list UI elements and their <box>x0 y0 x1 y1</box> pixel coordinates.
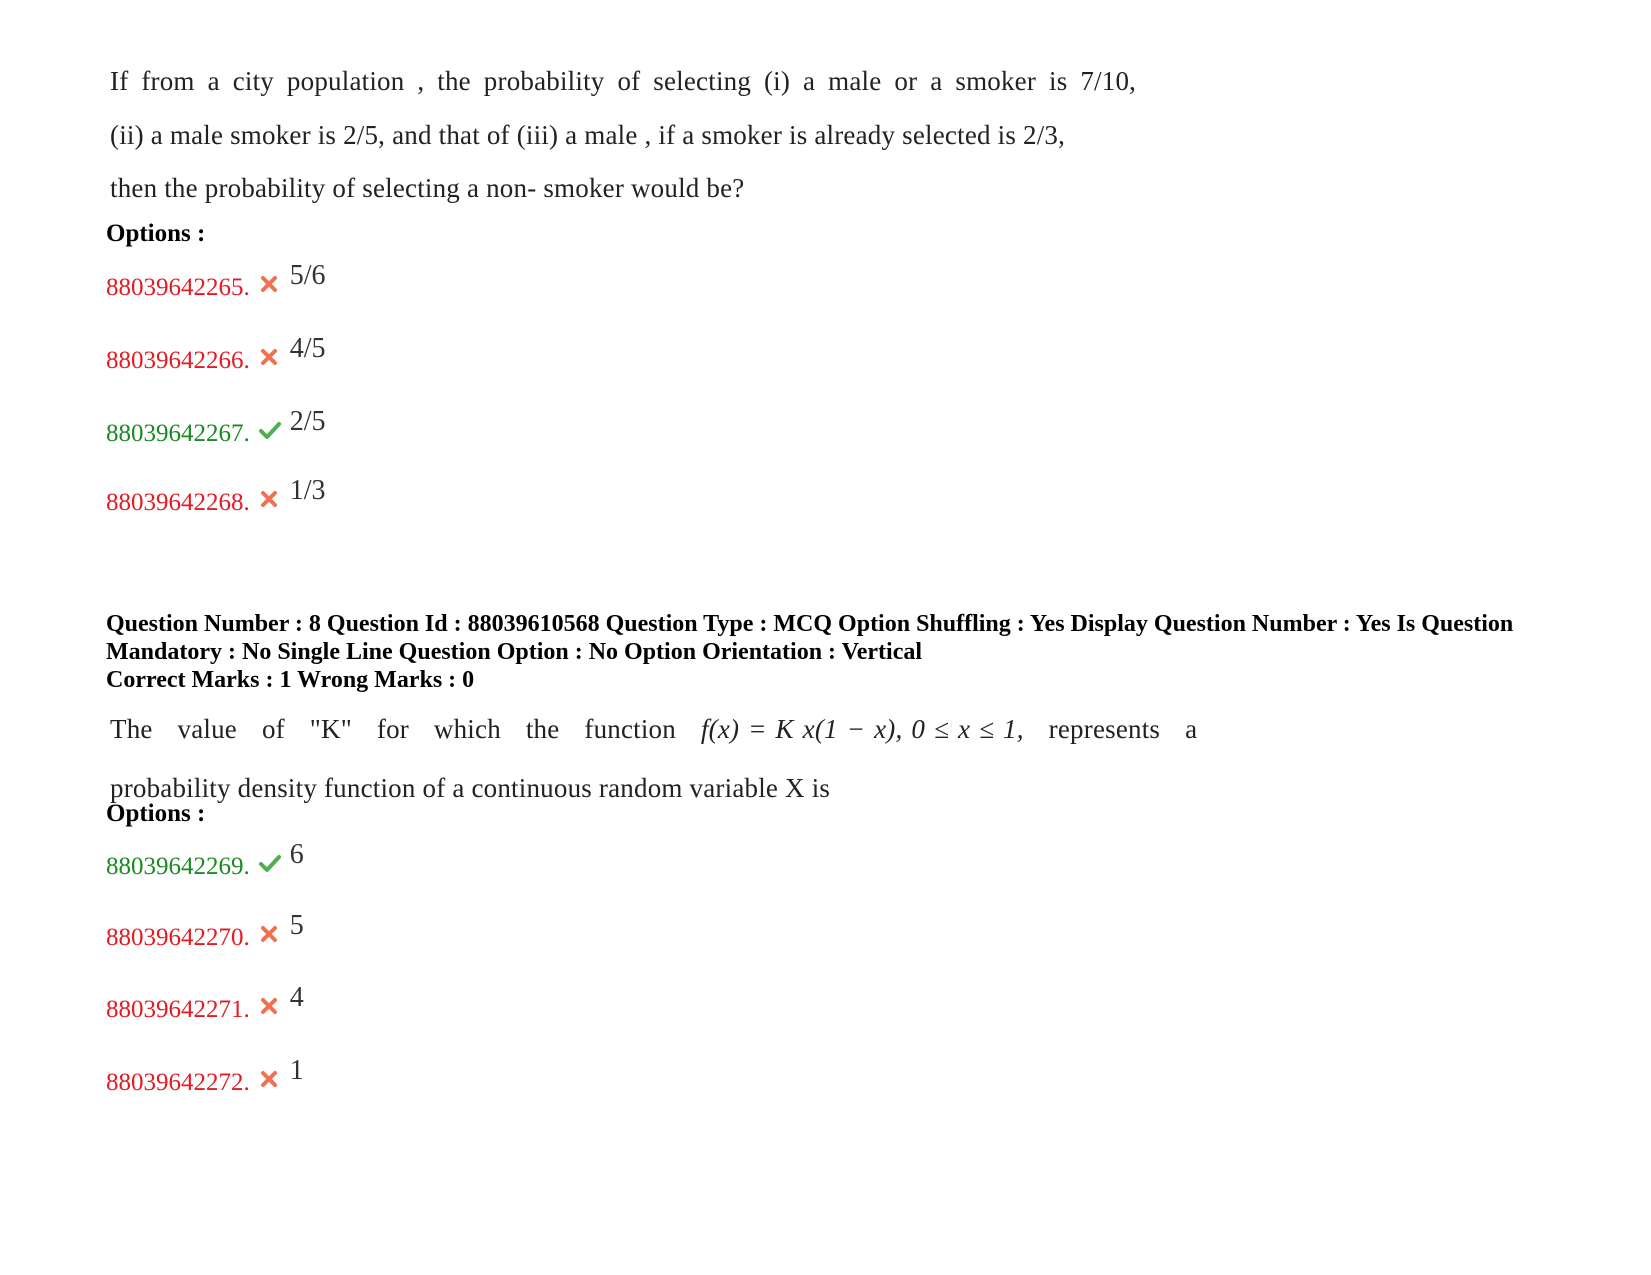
question-7-text-line-3: then the probability of selecting a non- smoker would be? <box>110 173 745 203</box>
option-id: 88039642267. <box>106 420 250 447</box>
question-8-option-2 <box>106 910 304 953</box>
option-value: 1/3 <box>289 475 326 506</box>
cross-icon <box>258 995 280 1017</box>
option-id: 88039642266. <box>106 347 250 374</box>
option-id: 88039642268. <box>106 489 250 516</box>
question-7-text-line-2: (ii) a male smoker is 2/5, and that of (iii) a male , if a smoker is already selected is 2/3, <box>110 120 1066 150</box>
question-7-option-1 <box>106 260 326 303</box>
question-8-text-line-2: probability density function of a continuous random variable X is <box>110 773 831 803</box>
check-icon <box>258 419 280 441</box>
option-id: 88039642272. <box>106 1069 250 1096</box>
option-value: 4 <box>289 982 304 1013</box>
question-7-option-2 <box>106 333 326 376</box>
question-8-formula: f(x) = K x(1 − x), 0 ≤ x ≤ 1, <box>700 714 1024 744</box>
question-7-options-label: Options : <box>106 220 206 247</box>
question-8-marks: Correct Marks : 1 Wrong Marks : 0 <box>106 667 475 693</box>
question-7-option-3 <box>106 406 326 449</box>
option-value: 5 <box>289 910 304 941</box>
option-value: 1 <box>289 1055 304 1086</box>
option-value: 6 <box>289 839 304 870</box>
cross-icon <box>258 488 280 510</box>
option-id: 88039642270. <box>106 924 250 951</box>
question-8-text-suffix: represents a <box>1048 714 1198 744</box>
question-8-option-4 <box>106 1055 304 1098</box>
cross-icon <box>258 273 280 295</box>
question-7-option-4 <box>106 475 326 518</box>
cross-icon <box>258 346 280 368</box>
check-icon <box>258 852 280 874</box>
cross-icon <box>258 923 280 945</box>
question-8-options-label: Options : <box>106 800 206 827</box>
option-value: 5/6 <box>289 260 326 291</box>
option-id: 88039642265. <box>106 274 250 301</box>
cross-icon <box>258 1068 280 1090</box>
option-value: 4/5 <box>289 333 326 364</box>
option-id: 88039642269. <box>106 853 250 880</box>
question-8-text-prefix: The value of "K" for which the function <box>110 714 676 744</box>
question-8-option-1 <box>106 839 304 882</box>
question-7-text-line-1: If from a city population , the probability of selecting (i) a male or a smoker is 7/10, <box>110 66 1137 96</box>
option-value: 2/5 <box>289 406 326 437</box>
question-8-meta: Question Number : 8 Question Id : 88039610568 Question Type : MCQ Option Shuffling : Yes Display Question Number : Yes Is Question Mandatory : No Single Line Question Option : No Option Orientation : Vertical <box>106 611 1514 665</box>
question-8-option-3 <box>106 982 304 1025</box>
option-id: 88039642271. <box>106 996 250 1023</box>
question-8-text-line-1 <box>110 714 1197 745</box>
